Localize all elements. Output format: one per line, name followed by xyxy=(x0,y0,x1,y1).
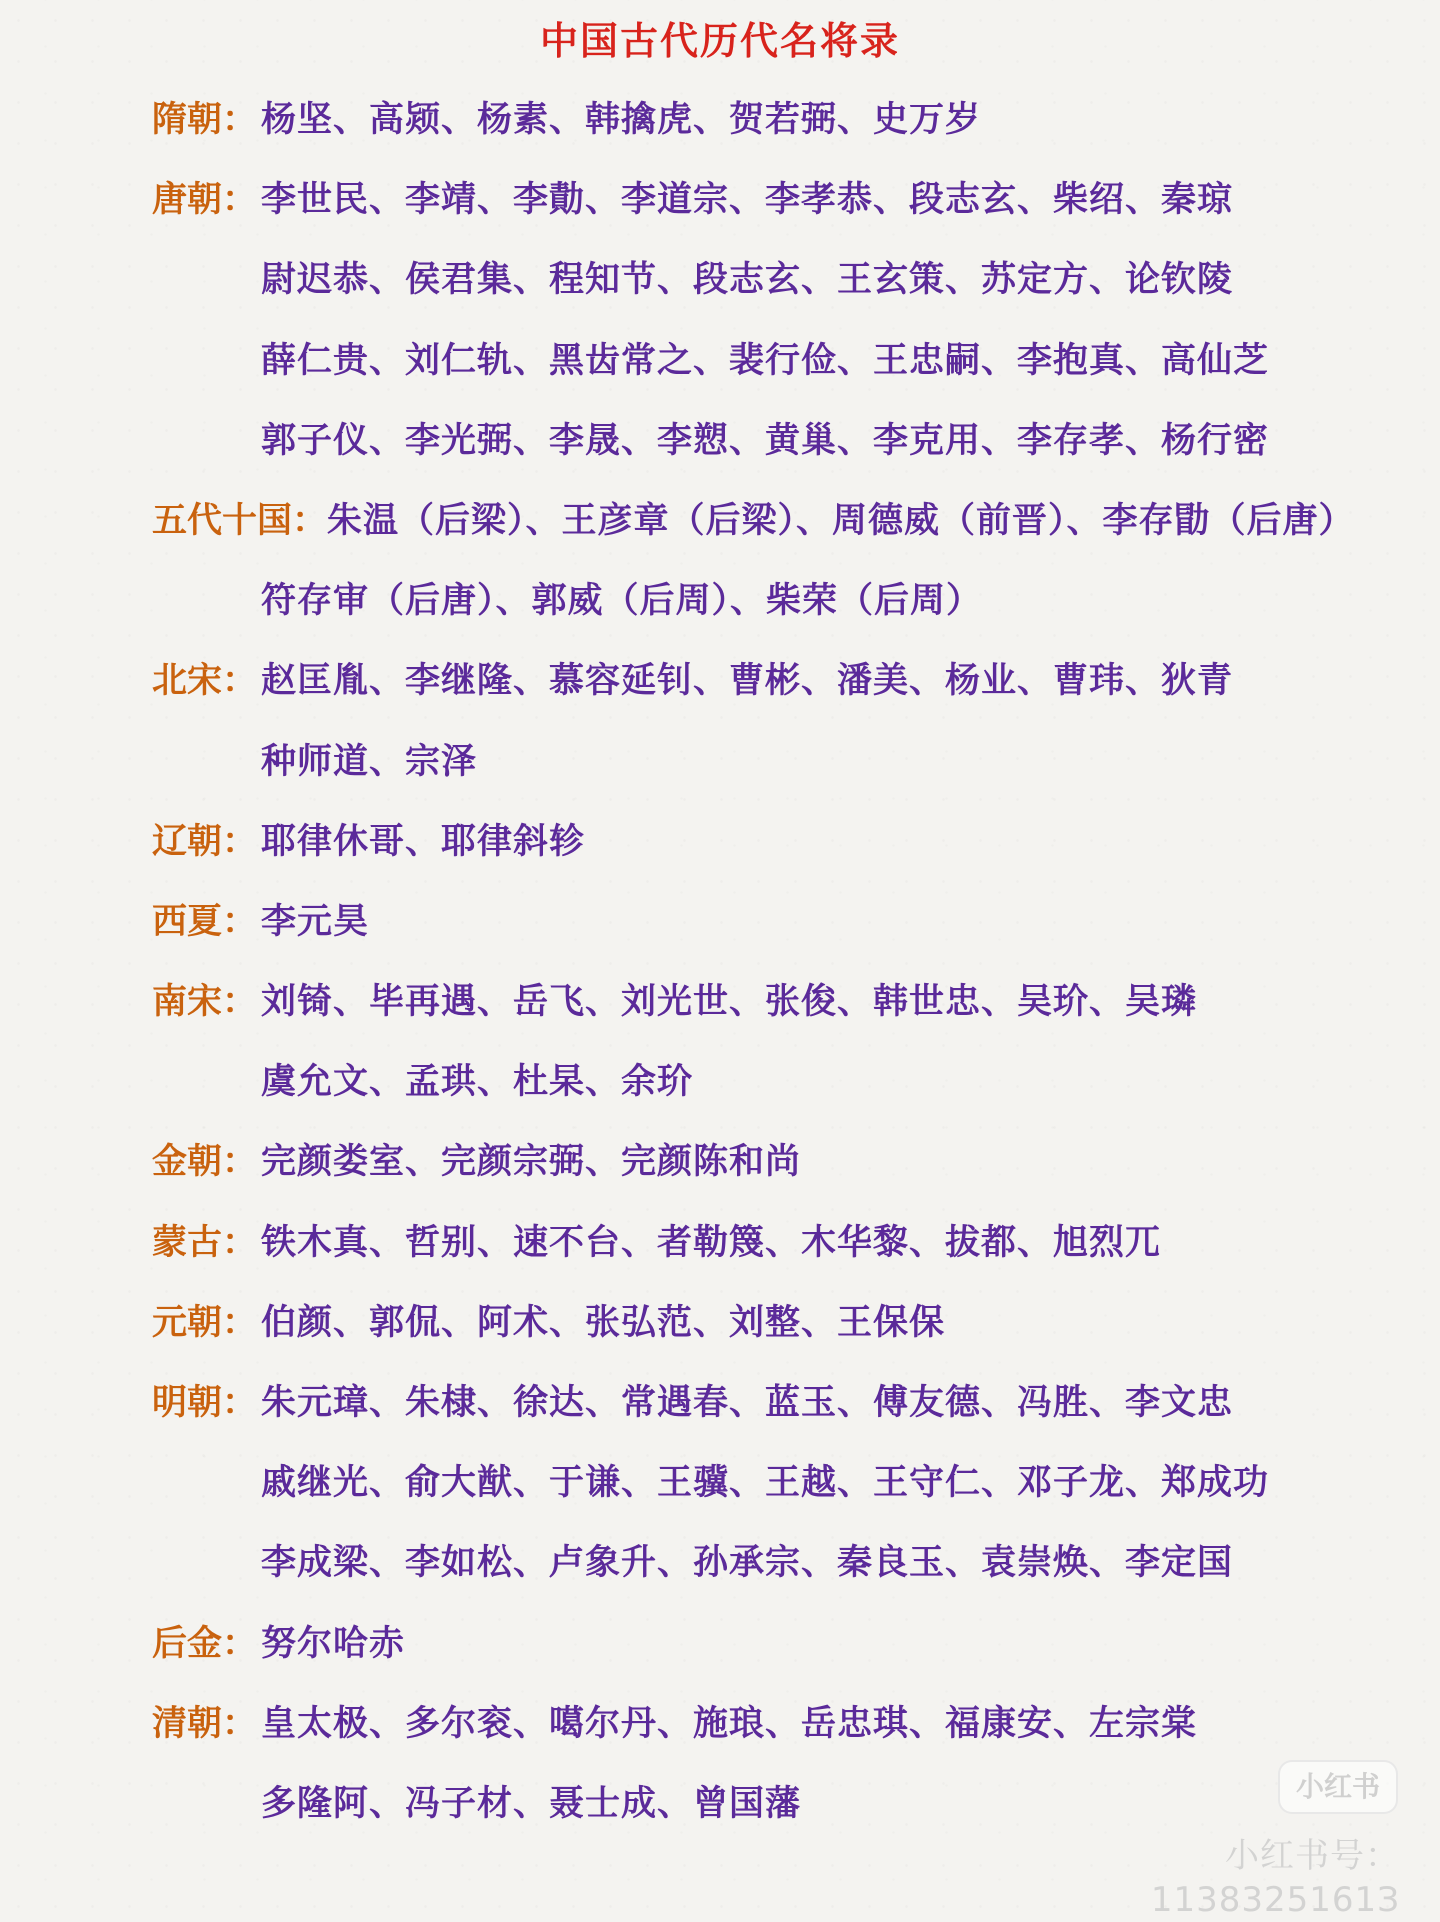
general-names: 皇太极、多尔衮、噶尔丹、施琅、岳忠琪、福康安、左宗棠 xyxy=(261,1702,1198,1744)
general-names: 薛仁贵、刘仁轨、黑齿常之、裴行俭、王忠嗣、李抱真、高仙芝 xyxy=(261,339,1270,381)
dynasty-label: 明朝： xyxy=(152,1382,258,1423)
general-names: 戚继光、俞大猷、于谦、王骥、王越、王守仁、邓子龙、郑成功 xyxy=(261,1462,1270,1504)
list-item xyxy=(152,816,1412,896)
dynasty-label: 辽朝： xyxy=(152,820,258,862)
list-item xyxy=(152,1056,1412,1136)
general-names: 符存审（后唐）、郭威（后周）、柴荣（后周） xyxy=(261,580,983,622)
list-item xyxy=(152,94,1412,174)
general-names: 李世民、李靖、李勣、李道宗、李孝恭、段志玄、柴绍、秦琼 xyxy=(261,179,1234,221)
list-item xyxy=(152,1136,1412,1216)
dynasty-label: 唐朝： xyxy=(152,179,258,221)
list-item xyxy=(152,976,1412,1056)
general-names: 完颜娄室、完颜宗弼、完颜陈和尚 xyxy=(261,1141,802,1183)
list-item xyxy=(152,174,1412,254)
general-names: 铁木真、哲别、速不台、者勒篾、木华黎、拔都、旭烈兀 xyxy=(261,1221,1162,1263)
list-item xyxy=(152,335,1412,415)
general-names: 赵匡胤、李继隆、慕容延钊、曹彬、潘美、杨业、曹玮、狄青 xyxy=(261,660,1234,702)
general-names: 郭子仪、李光弼、李晟、李愬、黄巢、李克用、李存孝、杨行密 xyxy=(261,419,1270,461)
list-item xyxy=(152,736,1412,816)
dynasty-label: 后金： xyxy=(152,1622,258,1664)
list-item xyxy=(152,254,1412,334)
watermark-account-id: 小红书号：1138325161З xyxy=(1150,1836,1400,1920)
list-item xyxy=(152,896,1412,976)
general-names: 种师道、宗泽 xyxy=(261,740,478,782)
general-list xyxy=(152,94,1412,1858)
general-names: 李元昊 xyxy=(261,900,370,942)
general-names: 尉迟恭、侯君集、程知节、段志玄、王玄策、苏定方、论钦陵 xyxy=(261,259,1234,301)
general-names: 多隆阿、冯子材、聂士成、曾国藩 xyxy=(261,1782,802,1824)
xiaohongshu-logo: 小红书 xyxy=(1278,1760,1398,1814)
list-item xyxy=(152,1377,1412,1457)
general-names: 朱温（后梁）、王彦章（后梁）、周德威（前晋）、李存勖（后唐） xyxy=(327,499,1355,541)
dynasty-label: 隋朝： xyxy=(152,99,258,140)
dynasty-label: 北宋： xyxy=(152,660,258,702)
dynasty-label: 蒙古： xyxy=(152,1221,258,1263)
list-item xyxy=(152,1537,1412,1617)
dynasty-label: 西夏： xyxy=(152,900,258,942)
list-item xyxy=(152,415,1412,495)
list-item xyxy=(152,1698,1412,1778)
dynasty-label: 五代十国： xyxy=(152,499,328,541)
dynasty-label: 元朝： xyxy=(152,1301,258,1343)
list-item xyxy=(152,1457,1412,1537)
list-item xyxy=(152,575,1412,655)
general-names: 努尔哈赤 xyxy=(261,1622,406,1664)
general-names: 耶律休哥、耶律斜轸 xyxy=(261,820,586,862)
dynasty-label: 清朝： xyxy=(152,1702,258,1744)
general-names: 刘锜、毕再遇、岳飞、刘光世、张俊、韩世忠、吴玠、吴璘 xyxy=(261,981,1198,1023)
general-names: 朱元璋、朱棣、徐达、常遇春、蓝玉、傅友德、冯胜、李文忠 xyxy=(261,1382,1234,1423)
general-names: 伯颜、郭侃、阿术、张弘范、刘整、王保保 xyxy=(261,1301,946,1343)
page-title: 中国古代历代名将录 xyxy=(539,18,900,63)
list-item xyxy=(152,655,1412,735)
list-item xyxy=(152,1618,1412,1698)
dynasty-label: 金朝： xyxy=(152,1141,258,1183)
general-names: 李成梁、李如松、卢象升、孙承宗、秦良玉、袁崇焕、李定国 xyxy=(261,1542,1234,1584)
general-names: 杨坚、高颎、杨素、韩擒虎、贺若弼、史万岁 xyxy=(261,99,982,140)
list-item xyxy=(152,495,1412,575)
list-item xyxy=(152,1217,1412,1297)
dynasty-label: 南宋： xyxy=(152,981,258,1023)
list-item xyxy=(152,1297,1412,1377)
general-names: 虞允文、孟珙、杜杲、余玠 xyxy=(261,1061,694,1103)
